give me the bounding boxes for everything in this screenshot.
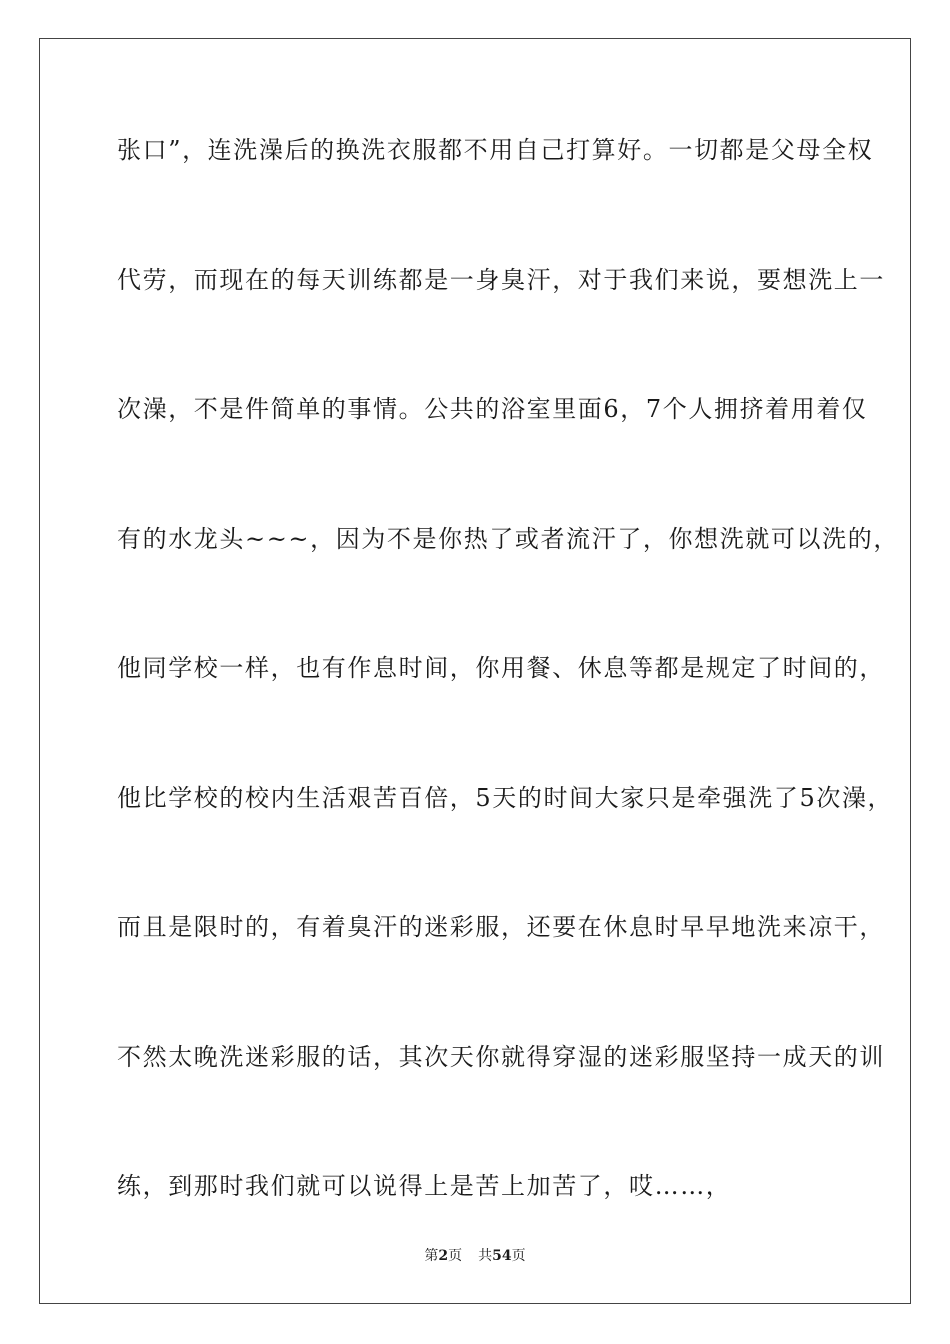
page-footer <box>0 1246 950 1266</box>
text-line: 他同学校一样，也有作息时间，你用餐、休息等都是规定了时间的， <box>117 654 885 682</box>
text-line: 张口”，连洗澡后的换洗衣服都不用自己打算好。一切都是父母全权 <box>117 136 874 164</box>
text-line: 不然太晚洗迷彩服的话，其次天你就得穿湿的迷彩服坚持一成天的训 <box>117 1042 885 1071</box>
total-pages-number: 54 <box>492 1248 512 1264</box>
document-body <box>117 128 899 1294</box>
text-line: 次澡，不是件简单的事情。公共的浴室里面6，7个人拥挤着用着仅 <box>117 395 868 423</box>
total-suffix: 页 <box>511 1248 526 1264</box>
page-prefix: 第 <box>424 1248 439 1264</box>
text-line: 有的水龙头~~~，因为不是你热了或者流汗了，你想洗就可以洗的， <box>117 524 899 553</box>
text-line: 而且是限时的，有着臭汗的迷彩服，还要在休息时早早地洗来凉干， <box>117 913 885 941</box>
text-line: 练，到那时我们就可以说得上是苦上加苦了，哎……， <box>117 1172 732 1200</box>
current-page-number: 2 <box>438 1248 449 1264</box>
total-prefix: 共 <box>478 1248 493 1264</box>
page-suffix: 页 <box>448 1248 463 1264</box>
text-line: 他比学校的校内生活艰苦百倍，5天的时间大家只是牵强洗了5次澡， <box>117 783 894 812</box>
text-line: 代劳，而现在的每天训练都是一身臭汗，对于我们来说，要想洗上一 <box>117 265 885 294</box>
